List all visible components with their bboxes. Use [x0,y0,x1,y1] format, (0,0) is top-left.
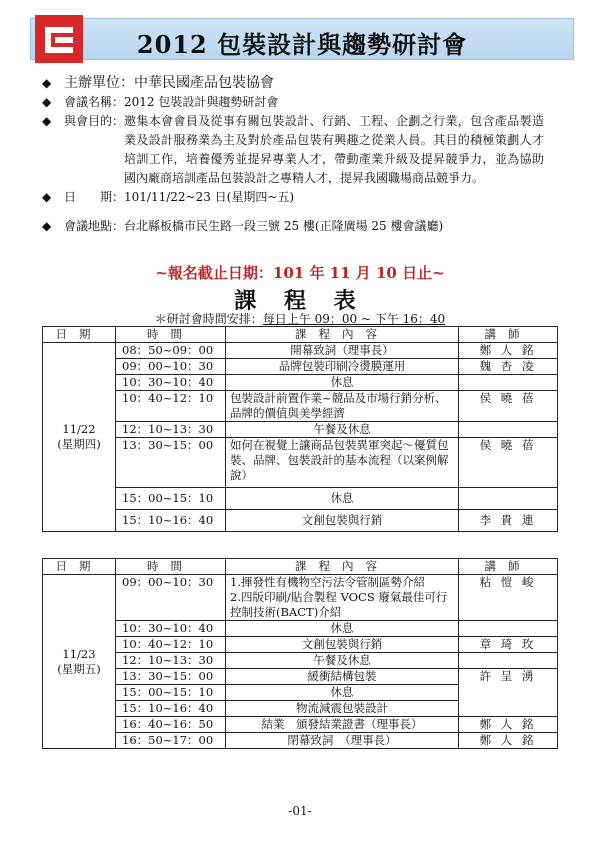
name-value: 2012 包裝設計與趨勢研討會 [124,95,279,109]
time-cell: 13：30~15：00 [116,438,226,488]
topic-cell: 緩衝結構包裝 [226,669,459,685]
topic-line-2: 2.四版印刷/貼合製程 VOCS 廢氣最佳可行控制技術(BACT)介紹 [230,590,448,619]
topic-cell [226,575,459,621]
date-row [42,188,562,207]
speaker-cell: 粘 愷 峻 [459,575,558,621]
topic-line-1: 1.揮發性有機物空污法令管制區勢介紹 [230,575,425,589]
page-number: -01- [288,804,312,818]
topic-cell: 休息 [226,685,459,701]
speaker-cell [459,653,558,669]
time-cell: 10：40~12：10 [116,637,226,653]
time-cell: 15：00~15：10 [116,685,226,701]
day-cell [43,575,116,749]
table-header-row [43,327,558,343]
table-row [43,621,558,637]
col-header-speaker: 講師 [459,559,558,575]
day-date: 11/22 [62,422,96,436]
attendee-label: 與會目的： [64,114,125,128]
time-cell: 12：10~13：30 [116,422,226,438]
name-row [42,93,562,112]
table-row [43,717,558,733]
speaker-cell [459,621,558,637]
speaker-cell: 許 呈 湧 [459,669,558,717]
date-value: 101/11/22~23 日(星期四~五) [124,190,295,204]
table-row [43,343,558,359]
topic-cell: 閉幕致詞 （理事長） [226,733,459,749]
topic-cell: 開幕致詞（理事長） [226,343,459,359]
venue-row [42,217,562,236]
organizer-row [42,74,562,93]
speaker-cell: 侯 曉 蓓 [459,391,558,422]
table-row [43,669,558,685]
diamond-bullet-icon: ◆ [42,219,52,233]
time-cell: 10：40~12：10 [116,391,226,422]
speaker-cell: 李 貴 連 [459,510,558,532]
table-header-row [43,559,558,575]
schedule-sub-prefix: ＊研討會時間安排： [154,312,263,326]
speaker-cell: 鄭 人 銘 [459,343,558,359]
speaker-cell: 侯 曉 蓓 [459,438,558,488]
venue-value: 台北縣板橋市民生路一段三號 25 樓(正隆廣場 25 樓會議廳) [124,219,444,233]
col-header-time: 時間 [116,327,226,343]
time-cell: 16：50~17：00 [116,733,226,749]
topic-cell: 休息 [226,375,459,391]
venue-label: 會議地點： [64,219,125,233]
time-cell: 09：00~10：30 [116,359,226,375]
topic-cell: 包裝設計前置作業~競品及市場行銷分析、品牌的價值與美學經濟 [226,391,459,422]
speaker-cell [459,375,558,391]
day-date: 11/23 [62,646,96,661]
table-row [43,510,558,532]
table-row [43,488,558,510]
day-weekday: (星期四) [57,437,101,451]
topic-cell: 品牌包裝印刷冷燙膜運用 [226,359,459,375]
name-label: 會議名稱： [64,95,125,109]
table-row [43,438,558,488]
topic-cell: 文創包裝與行銷 [226,510,459,532]
diamond-bullet-icon: ◆ [42,95,52,109]
topic-cell: 午餐及休息 [226,422,459,438]
topic-cell: 休息 [226,621,459,637]
col-header-topic: 課程內容 [226,559,459,575]
day-cell [43,343,116,532]
table-row [43,733,558,749]
schedule-table-day2 [42,558,558,749]
diamond-bullet-icon: ◆ [42,76,52,90]
date-label: 日 期： [64,190,125,204]
time-cell: 10：30~10：40 [116,621,226,637]
attendee-row [42,112,562,188]
table-row [43,391,558,422]
topic-cell: 午餐及休息 [226,653,459,669]
table-row [43,359,558,375]
col-header-speaker: 講師 [459,327,558,343]
topic-cell: 文創包裝與行銷 [226,637,459,653]
topic-cell: 如何在視覺上讓商品包裝異軍突起～優質包裝、品牌、包裝設計的基本流程（以案例解說） [226,438,459,488]
diamond-bullet-icon: ◆ [42,190,52,204]
speaker-cell: 鄭 人 銘 [459,733,558,749]
col-header-topic: 課程內容 [226,327,459,343]
speaker-cell: 章 琦 玫 [459,637,558,653]
col-header-day: 日期 [43,559,116,575]
table-row [43,653,558,669]
header-banner [30,18,574,60]
schedule-table-day1 [42,326,558,532]
table-row [43,637,558,653]
speaker-cell [459,422,558,438]
diamond-bullet-icon: ◆ [42,114,52,128]
time-cell: 15：10~16：40 [116,701,226,717]
time-cell: 10：30~10：40 [116,375,226,391]
topic-cell: 休息 [226,488,459,510]
schedule-title: 課 程 表 [234,288,366,314]
time-cell: 15：10~16：40 [116,510,226,532]
time-cell: 12：10~13：30 [116,653,226,669]
registration-deadline: ~報名截止日期：101 年 11 月 10 日止~ [155,264,445,282]
topic-cell: 結業 頒發結業證書（理事長） [226,717,459,733]
speaker-cell: 鄭 人 銘 [459,717,558,733]
speaker-cell: 魏 杏 凌 [459,359,558,375]
time-cell: 13：30~15：00 [116,669,226,685]
time-cell: 09：00~10：30 [116,575,226,621]
schedule-sub-time: 每日上午 09：00 ~ 下午 16：40 [262,312,446,326]
organizer-label: 主辦單位： [64,75,134,91]
speaker-cell [459,488,558,510]
table-row [43,375,558,391]
time-cell: 15：00~15：10 [116,488,226,510]
col-header-time: 時間 [116,559,226,575]
day-weekday: (星期五) [57,661,101,676]
col-header-day: 日期 [43,327,116,343]
topic-cell: 物流減震包裝設計 [226,701,459,717]
schedule-subtitle [0,310,600,327]
organizer-value: 中華民國產品包裝協會 [134,75,274,91]
table-row [43,575,558,621]
time-cell: 08：50~09：00 [116,343,226,359]
event-info [42,74,562,236]
time-cell: 16：40~16：50 [116,717,226,733]
table-row [43,422,558,438]
attendee-value: 邀集本會會員及從事有關包裝設計、行銷、工程、企劃之行業，包含產品製造業及設計服務業為主及對於產品包裝有興趣之從業人員。其目的積極策劃人才培訓工作，培養優秀並提昇專業人才，帶動產業升級及提昇競爭力，並為協助國內廠商培訓產品包裝設計之專精人才，提昇我國職場商品競爭力。 [124,114,544,185]
page-title: 2012 包裝設計與趨勢研討會 [136,30,468,59]
